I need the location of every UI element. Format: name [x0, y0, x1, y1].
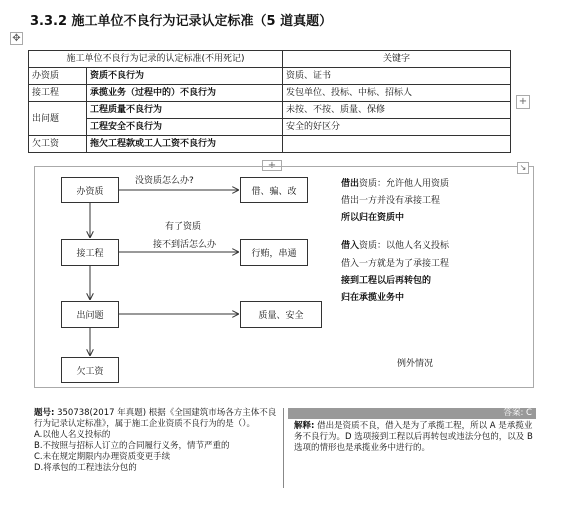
- flow-label-has-qualification: 有了资质: [165, 222, 202, 232]
- explanation-label: 解释:: [294, 421, 315, 431]
- standard-cell: 承揽业务（过程中的）不良行为: [87, 85, 283, 102]
- keyword-cell: [283, 136, 511, 153]
- table-row: [29, 119, 511, 136]
- flow-box-borrow: 借、骗、改: [240, 177, 308, 203]
- standard-cell: 资质不良行为: [87, 68, 283, 85]
- note-borrow-keyword: 借入: [341, 241, 360, 251]
- flow-box-contract: 接工程: [61, 239, 119, 266]
- column-divider: [283, 408, 284, 488]
- question-option: B.不按照与招标人订立的合同履行义务，情节严重的: [34, 441, 230, 451]
- note-lend-line3: 所以归在资质中: [341, 213, 405, 223]
- question-option: D.将承包的工程违法分包的: [34, 463, 137, 473]
- note-borrow-line2: 借入一方就是为了承接工程: [341, 259, 450, 269]
- flow-label-no-work: 接不到活怎么办: [153, 240, 217, 250]
- category-cell: 办资质: [29, 68, 87, 85]
- table-row: [29, 68, 511, 85]
- note-lend-line1: [341, 177, 449, 192]
- question-block: [34, 408, 278, 474]
- table-header-right: 关键字: [283, 51, 511, 68]
- flow-box-quality-safety: 质量、安全: [240, 301, 322, 328]
- note-borrow-line3: 接到工程以后再转包的: [341, 276, 432, 286]
- note-borrow-line4: 归在承揽业务中: [341, 293, 405, 303]
- flow-box-qualification: 办资质: [61, 177, 119, 203]
- table-row: [29, 102, 511, 119]
- flow-label-no-qualification: 没资质怎么办?: [135, 176, 194, 186]
- standard-cell: 工程质量不良行为: [87, 102, 283, 119]
- note-borrow-text: 资质：以他人名义投标: [359, 241, 450, 251]
- table-row: [29, 85, 511, 102]
- note-lend-line2: 借出一方并没有承接工程: [341, 196, 441, 206]
- add-column-plus-icon[interactable]: +: [516, 95, 530, 109]
- add-row-plus-icon[interactable]: +: [262, 160, 282, 171]
- standard-cell: 拖欠工程款或工人工资不良行为: [87, 136, 283, 153]
- keyword-cell: 发包单位、投标、中标、招标人: [283, 85, 511, 102]
- flow-box-problem: 出问题: [61, 301, 119, 328]
- table-row: [29, 136, 511, 153]
- table-move-handle-icon[interactable]: ✥: [10, 32, 23, 45]
- category-cell: 接工程: [29, 85, 87, 102]
- explanation-block: [294, 421, 534, 454]
- keyword-cell: 资质、证书: [283, 68, 511, 85]
- question-option: C.未在规定期限内办理资质变更手续: [34, 452, 171, 462]
- category-cell: 出问题: [29, 102, 87, 136]
- category-cell: 欠工资: [29, 136, 87, 153]
- note-borrow-line1: [341, 239, 449, 254]
- question-label: 题号:: [34, 408, 55, 418]
- flow-box-wages: 欠工资: [61, 357, 119, 383]
- flow-diagram: [34, 166, 534, 388]
- resize-corner-icon[interactable]: ↘: [517, 162, 529, 174]
- flow-box-bribe: 行贿，串通: [240, 239, 308, 266]
- table-header-left: 施工单位不良行为记录的认定标准(不用死记): [29, 51, 283, 68]
- answer-bar: 答案: C: [288, 408, 536, 419]
- standards-table: [28, 50, 511, 153]
- explanation-text: 借出是资质不良，借入是为了承揽工程，所以 A 是承揽业务不良行为。D 选项接到工程以后再转包或违法分包的，以及 B 选项的情形也是承揽业务中进行的。: [294, 421, 533, 453]
- note-exception: 例外情况: [397, 359, 434, 369]
- question-text: 350738(2017 年真题) 根据《全国建筑市场各方主体不良行为记录认定标准》，属于施工企业资质不良行为的是（）。: [34, 408, 277, 429]
- table-header-row: [29, 51, 511, 68]
- section-heading: 3.3.2 施工单位不良行为记录认定标准（5 道真题）: [30, 14, 333, 29]
- note-lend-text: 资质：允许他人用资质: [359, 179, 450, 189]
- note-lend-keyword: 借出: [341, 179, 360, 189]
- question-stem: [34, 408, 278, 430]
- keyword-cell: 未按、不按、质量、保修: [283, 102, 511, 119]
- standard-cell: 工程安全不良行为: [87, 119, 283, 136]
- question-option: A.以他人名义投标的: [34, 430, 111, 440]
- keyword-cell: 安全的好区分: [283, 119, 511, 136]
